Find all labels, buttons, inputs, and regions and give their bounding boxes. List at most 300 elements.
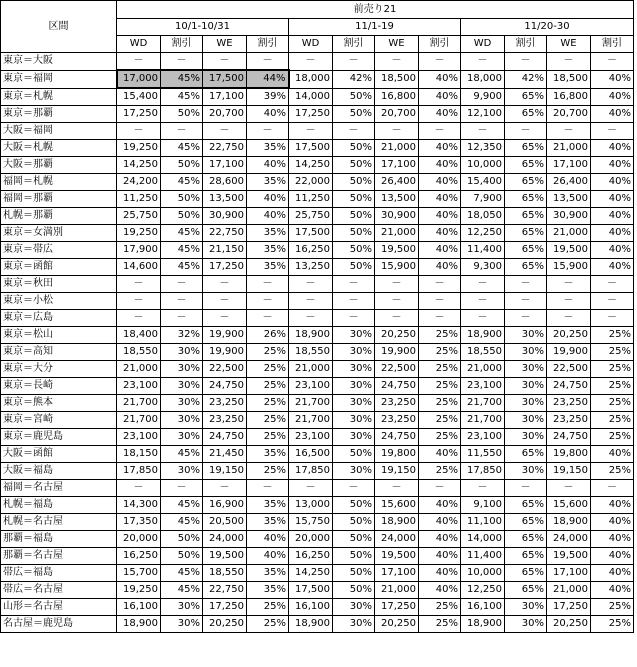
table-cell[interactable]: 12,250 <box>461 225 505 242</box>
table-cell[interactable]: － <box>203 293 247 310</box>
table-cell[interactable]: － <box>591 310 634 327</box>
table-cell[interactable]: 10,000 <box>461 157 505 174</box>
table-cell[interactable]: 40% <box>419 259 461 276</box>
table-cell[interactable]: 16,250 <box>289 548 333 565</box>
table-cell[interactable]: 15,700 <box>117 565 161 582</box>
table-cell[interactable]: 65% <box>505 106 547 123</box>
table-cell[interactable]: 19,250 <box>117 582 161 599</box>
table-cell[interactable]: － <box>117 276 161 293</box>
table-cell[interactable]: 17,500 <box>289 582 333 599</box>
table-cell[interactable]: 30% <box>161 344 203 361</box>
table-cell[interactable]: 19,900 <box>547 344 591 361</box>
table-cell[interactable]: 40% <box>247 208 289 225</box>
table-cell[interactable]: 24,750 <box>547 429 591 446</box>
table-cell[interactable]: 17,100 <box>547 157 591 174</box>
route-cell[interactable]: 大阪＝那覇 <box>1 157 117 174</box>
table-cell[interactable]: 13,500 <box>203 191 247 208</box>
table-cell[interactable]: 40% <box>247 157 289 174</box>
table-cell[interactable]: 16,500 <box>289 446 333 463</box>
table-cell[interactable]: 25,750 <box>117 208 161 225</box>
table-cell[interactable]: 35% <box>247 259 289 276</box>
route-cell[interactable]: 那覇＝福島 <box>1 531 117 548</box>
table-cell[interactable]: 17,250 <box>375 599 419 616</box>
table-cell[interactable]: 18,500 <box>547 70 591 88</box>
table-cell[interactable]: 40% <box>591 225 634 242</box>
table-cell[interactable]: 30% <box>505 378 547 395</box>
table-cell[interactable]: 30% <box>505 327 547 344</box>
table-cell[interactable]: 24,750 <box>203 378 247 395</box>
table-cell[interactable]: 50% <box>333 208 375 225</box>
table-cell[interactable]: 9,100 <box>461 497 505 514</box>
table-cell[interactable]: 12,100 <box>461 106 505 123</box>
table-cell[interactable]: 50% <box>333 242 375 259</box>
table-cell[interactable]: 40% <box>591 88 634 106</box>
table-cell[interactable]: 12,250 <box>461 582 505 599</box>
table-cell[interactable]: － <box>333 293 375 310</box>
route-cell[interactable]: 東京＝広島 <box>1 310 117 327</box>
route-cell[interactable]: 那覇＝名古屋 <box>1 548 117 565</box>
table-cell[interactable]: 30% <box>333 599 375 616</box>
table-cell[interactable]: － <box>461 276 505 293</box>
route-cell[interactable]: 東京＝宮崎 <box>1 412 117 429</box>
table-cell[interactable]: 19,250 <box>117 140 161 157</box>
table-cell[interactable]: 50% <box>161 106 203 123</box>
table-cell[interactable]: 23,100 <box>289 429 333 446</box>
route-cell[interactable]: 福岡＝札幌 <box>1 174 117 191</box>
table-cell[interactable]: 20,000 <box>117 531 161 548</box>
table-cell[interactable]: 40% <box>591 582 634 599</box>
table-cell[interactable]: － <box>375 53 419 71</box>
table-cell[interactable]: 65% <box>505 242 547 259</box>
table-cell[interactable]: 65% <box>505 565 547 582</box>
table-cell[interactable]: － <box>247 480 289 497</box>
table-cell[interactable]: 40% <box>419 548 461 565</box>
table-cell[interactable]: 25% <box>419 344 461 361</box>
table-cell[interactable]: 40% <box>591 259 634 276</box>
table-cell[interactable]: 35% <box>247 225 289 242</box>
table-cell[interactable]: 20,250 <box>547 616 591 633</box>
table-cell[interactable]: 19,150 <box>547 463 591 480</box>
table-cell[interactable]: － <box>505 276 547 293</box>
table-cell[interactable]: － <box>289 310 333 327</box>
table-cell[interactable]: 14,250 <box>117 157 161 174</box>
table-cell[interactable]: 45% <box>161 174 203 191</box>
table-cell[interactable]: 65% <box>505 208 547 225</box>
table-cell[interactable]: 40% <box>591 191 634 208</box>
table-cell[interactable]: 14,600 <box>117 259 161 276</box>
route-cell[interactable]: 福岡＝那覇 <box>1 191 117 208</box>
table-cell[interactable]: 11,250 <box>289 191 333 208</box>
table-cell[interactable]: 16,100 <box>461 599 505 616</box>
table-cell[interactable]: 21,000 <box>117 361 161 378</box>
table-cell[interactable]: － <box>591 480 634 497</box>
table-cell[interactable]: 40% <box>419 88 461 106</box>
table-cell[interactable]: 15,600 <box>375 497 419 514</box>
table-cell[interactable]: 30% <box>333 395 375 412</box>
table-cell[interactable]: － <box>375 310 419 327</box>
table-cell[interactable]: 30% <box>505 463 547 480</box>
table-cell[interactable]: 16,100 <box>289 599 333 616</box>
table-cell[interactable]: 16,100 <box>117 599 161 616</box>
table-cell[interactable]: 30% <box>505 616 547 633</box>
table-cell[interactable]: 22,000 <box>289 174 333 191</box>
table-cell[interactable]: 10,000 <box>461 565 505 582</box>
table-cell[interactable]: 40% <box>419 157 461 174</box>
table-cell[interactable]: － <box>591 276 634 293</box>
table-cell[interactable]: 50% <box>333 497 375 514</box>
table-cell[interactable]: 25% <box>419 463 461 480</box>
table-cell[interactable]: 14,000 <box>289 88 333 106</box>
table-cell[interactable]: － <box>461 310 505 327</box>
table-cell[interactable]: 50% <box>161 531 203 548</box>
table-cell[interactable]: 25% <box>591 327 634 344</box>
table-cell[interactable]: － <box>591 53 634 71</box>
table-cell[interactable]: 25,750 <box>289 208 333 225</box>
route-cell[interactable]: 東京＝函館 <box>1 259 117 276</box>
table-cell[interactable]: 20,250 <box>375 616 419 633</box>
table-cell[interactable]: － <box>247 276 289 293</box>
table-cell[interactable]: 30% <box>505 361 547 378</box>
table-cell[interactable]: － <box>289 480 333 497</box>
table-cell[interactable]: 25% <box>591 395 634 412</box>
table-cell[interactable]: 40% <box>419 140 461 157</box>
table-cell[interactable]: 40% <box>591 140 634 157</box>
table-cell[interactable]: 40% <box>591 565 634 582</box>
table-cell[interactable]: 23,100 <box>117 429 161 446</box>
table-cell[interactable]: － <box>419 123 461 140</box>
table-cell[interactable]: － <box>333 276 375 293</box>
table-cell[interactable]: 23,100 <box>117 378 161 395</box>
route-cell[interactable]: 東京＝帯広 <box>1 242 117 259</box>
table-cell[interactable]: 12,350 <box>461 140 505 157</box>
table-cell[interactable]: 45% <box>161 565 203 582</box>
selected-cell[interactable]: 44% <box>247 70 289 88</box>
table-cell[interactable]: 40% <box>591 208 634 225</box>
table-cell[interactable]: 25% <box>591 616 634 633</box>
table-cell[interactable]: 65% <box>505 548 547 565</box>
table-cell[interactable]: 50% <box>333 582 375 599</box>
table-cell[interactable]: 13,500 <box>375 191 419 208</box>
table-cell[interactable]: 28,600 <box>203 174 247 191</box>
route-cell[interactable]: 名古屋＝鹿児島 <box>1 616 117 633</box>
table-cell[interactable]: 30,900 <box>375 208 419 225</box>
table-cell[interactable]: 40% <box>419 514 461 531</box>
table-cell[interactable]: 15,900 <box>375 259 419 276</box>
route-cell[interactable]: 東京＝那覇 <box>1 106 117 123</box>
table-cell[interactable]: 17,250 <box>117 106 161 123</box>
table-cell[interactable]: 16,250 <box>289 242 333 259</box>
table-cell[interactable]: 40% <box>591 531 634 548</box>
table-cell[interactable]: 35% <box>247 140 289 157</box>
table-cell[interactable]: 65% <box>505 531 547 548</box>
table-cell[interactable]: 30% <box>161 429 203 446</box>
table-cell[interactable]: 25% <box>247 463 289 480</box>
table-cell[interactable]: 20,250 <box>203 616 247 633</box>
table-cell[interactable]: － <box>333 480 375 497</box>
table-cell[interactable]: 21,700 <box>117 395 161 412</box>
table-cell[interactable]: 40% <box>591 157 634 174</box>
table-cell[interactable]: 26,400 <box>375 174 419 191</box>
table-cell[interactable]: 50% <box>333 140 375 157</box>
table-cell[interactable]: 25% <box>419 616 461 633</box>
table-cell[interactable]: 21,150 <box>203 242 247 259</box>
table-cell[interactable]: － <box>203 480 247 497</box>
table-cell[interactable]: 24,750 <box>375 378 419 395</box>
table-cell[interactable]: － <box>161 293 203 310</box>
table-cell[interactable]: － <box>203 123 247 140</box>
table-cell[interactable]: 22,750 <box>203 140 247 157</box>
table-cell[interactable]: － <box>505 293 547 310</box>
table-cell[interactable]: 22,750 <box>203 582 247 599</box>
table-cell[interactable]: 17,850 <box>289 463 333 480</box>
table-cell[interactable]: 45% <box>161 225 203 242</box>
table-cell[interactable]: 18,050 <box>461 208 505 225</box>
table-cell[interactable]: 17,500 <box>289 140 333 157</box>
table-cell[interactable]: 65% <box>505 582 547 599</box>
table-cell[interactable]: 17,250 <box>203 599 247 616</box>
table-cell[interactable]: － <box>419 53 461 71</box>
table-cell[interactable]: 21,000 <box>375 582 419 599</box>
table-cell[interactable]: － <box>289 123 333 140</box>
route-cell[interactable]: 山形＝名古屋 <box>1 599 117 616</box>
table-cell[interactable]: 24,750 <box>203 429 247 446</box>
table-cell[interactable]: 21,700 <box>461 395 505 412</box>
table-cell[interactable]: 18,900 <box>375 514 419 531</box>
route-cell[interactable]: 東京＝札幌 <box>1 88 117 106</box>
table-cell[interactable]: 25% <box>419 395 461 412</box>
table-cell[interactable]: － <box>117 293 161 310</box>
table-cell[interactable]: 65% <box>505 174 547 191</box>
table-cell[interactable]: 18,900 <box>461 327 505 344</box>
table-cell[interactable]: － <box>247 53 289 71</box>
table-cell[interactable]: 30,900 <box>547 208 591 225</box>
table-cell[interactable]: 15,900 <box>547 259 591 276</box>
table-cell[interactable]: 24,000 <box>375 531 419 548</box>
table-cell[interactable]: 23,250 <box>375 395 419 412</box>
table-cell[interactable]: 16,250 <box>117 548 161 565</box>
table-cell[interactable]: 40% <box>247 106 289 123</box>
table-cell[interactable]: 35% <box>247 242 289 259</box>
table-cell[interactable]: － <box>333 310 375 327</box>
table-cell[interactable]: 11,400 <box>461 242 505 259</box>
table-cell[interactable]: 19,800 <box>547 446 591 463</box>
table-cell[interactable]: 45% <box>161 582 203 599</box>
table-cell[interactable]: 18,000 <box>289 70 333 88</box>
table-cell[interactable]: － <box>161 123 203 140</box>
table-cell[interactable]: 30% <box>333 344 375 361</box>
table-cell[interactable]: 11,550 <box>461 446 505 463</box>
table-cell[interactable]: 25% <box>247 599 289 616</box>
table-cell[interactable]: 65% <box>505 446 547 463</box>
table-cell[interactable]: 14,000 <box>461 531 505 548</box>
table-cell[interactable]: 50% <box>161 548 203 565</box>
table-cell[interactable]: 40% <box>591 548 634 565</box>
table-cell[interactable]: － <box>333 53 375 71</box>
table-cell[interactable]: 30,900 <box>203 208 247 225</box>
table-cell[interactable]: 18,900 <box>117 616 161 633</box>
table-cell[interactable]: 50% <box>333 88 375 106</box>
table-cell[interactable]: 40% <box>591 446 634 463</box>
table-cell[interactable]: 40% <box>591 514 634 531</box>
table-cell[interactable]: 11,250 <box>117 191 161 208</box>
table-cell[interactable]: 40% <box>247 531 289 548</box>
table-cell[interactable]: 23,250 <box>203 412 247 429</box>
table-cell[interactable]: － <box>117 480 161 497</box>
table-cell[interactable]: 65% <box>505 497 547 514</box>
table-cell[interactable]: 11,100 <box>461 514 505 531</box>
table-cell[interactable]: 17,100 <box>203 157 247 174</box>
table-cell[interactable]: 26% <box>247 327 289 344</box>
table-cell[interactable]: 25% <box>419 599 461 616</box>
table-cell[interactable]: － <box>547 276 591 293</box>
table-cell[interactable]: 40% <box>419 174 461 191</box>
table-cell[interactable]: 21,000 <box>461 361 505 378</box>
table-cell[interactable]: 20,500 <box>203 514 247 531</box>
table-cell[interactable]: 65% <box>505 514 547 531</box>
table-cell[interactable]: － <box>547 53 591 71</box>
table-cell[interactable]: － <box>375 480 419 497</box>
table-cell[interactable]: 20,000 <box>289 531 333 548</box>
table-cell[interactable]: － <box>505 480 547 497</box>
table-cell[interactable]: 19,900 <box>203 344 247 361</box>
table-cell[interactable]: 17,250 <box>289 106 333 123</box>
table-cell[interactable]: 9,300 <box>461 259 505 276</box>
selected-cell[interactable]: 17,500 <box>203 70 247 88</box>
table-cell[interactable]: 23,250 <box>547 395 591 412</box>
table-cell[interactable]: － <box>333 123 375 140</box>
table-cell[interactable]: － <box>505 53 547 71</box>
table-cell[interactable]: 40% <box>419 446 461 463</box>
route-cell[interactable]: 大阪＝福島 <box>1 463 117 480</box>
table-cell[interactable]: 50% <box>333 157 375 174</box>
table-cell[interactable]: 15,600 <box>547 497 591 514</box>
table-cell[interactable]: 17,250 <box>547 599 591 616</box>
table-cell[interactable]: 30% <box>161 599 203 616</box>
table-cell[interactable]: 25% <box>591 463 634 480</box>
table-cell[interactable]: 50% <box>333 548 375 565</box>
table-cell[interactable]: － <box>461 293 505 310</box>
table-cell[interactable]: 20,250 <box>375 327 419 344</box>
table-cell[interactable]: 25% <box>591 412 634 429</box>
table-cell[interactable]: 18,550 <box>289 344 333 361</box>
route-cell[interactable]: 札幌＝名古屋 <box>1 514 117 531</box>
table-cell[interactable]: 65% <box>505 88 547 106</box>
table-cell[interactable]: － <box>419 293 461 310</box>
route-cell[interactable]: 東京＝大分 <box>1 361 117 378</box>
table-cell[interactable]: 14,250 <box>289 157 333 174</box>
table-cell[interactable]: 25% <box>591 361 634 378</box>
table-cell[interactable]: － <box>289 53 333 71</box>
table-cell[interactable]: 45% <box>161 497 203 514</box>
table-cell[interactable]: 21,700 <box>117 412 161 429</box>
table-cell[interactable]: 42% <box>505 70 547 88</box>
table-cell[interactable]: 30% <box>333 616 375 633</box>
table-cell[interactable]: 11,400 <box>461 548 505 565</box>
table-cell[interactable]: 50% <box>333 531 375 548</box>
table-cell[interactable]: － <box>461 123 505 140</box>
route-cell[interactable]: 大阪＝函館 <box>1 446 117 463</box>
table-cell[interactable]: 21,000 <box>375 140 419 157</box>
table-cell[interactable]: － <box>247 293 289 310</box>
table-cell[interactable]: 21,450 <box>203 446 247 463</box>
table-cell[interactable]: 35% <box>247 582 289 599</box>
table-cell[interactable]: 19,150 <box>203 463 247 480</box>
table-cell[interactable]: 21,000 <box>547 225 591 242</box>
table-cell[interactable]: － <box>375 276 419 293</box>
table-cell[interactable]: 19,150 <box>375 463 419 480</box>
table-cell[interactable]: 30% <box>161 412 203 429</box>
table-cell[interactable]: 30% <box>505 429 547 446</box>
table-cell[interactable]: － <box>419 480 461 497</box>
table-cell[interactable]: 17,850 <box>117 463 161 480</box>
route-cell[interactable]: 福岡＝名古屋 <box>1 480 117 497</box>
table-cell[interactable]: 14,300 <box>117 497 161 514</box>
table-cell[interactable]: 30% <box>505 344 547 361</box>
table-cell[interactable]: 35% <box>247 497 289 514</box>
table-cell[interactable]: 18,900 <box>547 514 591 531</box>
table-cell[interactable]: 15,400 <box>117 88 161 106</box>
table-cell[interactable]: 25% <box>247 344 289 361</box>
table-cell[interactable]: 18,900 <box>461 616 505 633</box>
route-cell[interactable]: 東京＝女満別 <box>1 225 117 242</box>
table-cell[interactable]: 30% <box>161 378 203 395</box>
route-cell[interactable]: 帯広＝名古屋 <box>1 582 117 599</box>
table-cell[interactable]: 50% <box>161 208 203 225</box>
table-cell[interactable]: 16,800 <box>547 88 591 106</box>
table-cell[interactable]: 25% <box>247 378 289 395</box>
table-cell[interactable]: 20,700 <box>375 106 419 123</box>
table-cell[interactable]: 30% <box>505 599 547 616</box>
route-cell[interactable]: 東京＝熊本 <box>1 395 117 412</box>
table-cell[interactable]: 18,000 <box>461 70 505 88</box>
table-cell[interactable]: 17,250 <box>203 259 247 276</box>
table-cell[interactable]: 50% <box>161 191 203 208</box>
table-cell[interactable]: 21,000 <box>547 140 591 157</box>
table-cell[interactable]: 23,250 <box>547 412 591 429</box>
table-cell[interactable]: 30% <box>505 395 547 412</box>
table-cell[interactable]: 19,500 <box>547 242 591 259</box>
route-cell[interactable]: 東京＝小松 <box>1 293 117 310</box>
table-cell[interactable]: 40% <box>419 191 461 208</box>
table-cell[interactable]: － <box>547 480 591 497</box>
table-cell[interactable]: 17,100 <box>375 565 419 582</box>
table-cell[interactable]: 40% <box>591 242 634 259</box>
table-cell[interactable]: 16,800 <box>375 88 419 106</box>
table-cell[interactable]: 40% <box>419 70 461 88</box>
table-cell[interactable]: 15,750 <box>289 514 333 531</box>
table-cell[interactable]: 7,900 <box>461 191 505 208</box>
table-cell[interactable]: － <box>505 123 547 140</box>
table-cell[interactable]: 25% <box>591 378 634 395</box>
table-cell[interactable]: 50% <box>333 259 375 276</box>
table-cell[interactable]: 50% <box>333 225 375 242</box>
table-cell[interactable]: 19,900 <box>375 344 419 361</box>
table-cell[interactable]: 40% <box>419 208 461 225</box>
table-cell[interactable]: 40% <box>419 565 461 582</box>
table-cell[interactable]: 45% <box>161 242 203 259</box>
table-cell[interactable]: － <box>591 293 634 310</box>
route-cell[interactable]: 大阪＝札幌 <box>1 140 117 157</box>
selected-cell[interactable]: 45% <box>161 70 203 88</box>
table-cell[interactable]: 23,100 <box>461 378 505 395</box>
table-cell[interactable]: 50% <box>161 157 203 174</box>
table-cell[interactable]: 17,100 <box>375 157 419 174</box>
table-cell[interactable]: 17,500 <box>289 225 333 242</box>
table-cell[interactable]: 65% <box>505 191 547 208</box>
table-cell[interactable]: － <box>247 123 289 140</box>
table-cell[interactable]: 19,500 <box>375 548 419 565</box>
table-cell[interactable]: 50% <box>333 565 375 582</box>
